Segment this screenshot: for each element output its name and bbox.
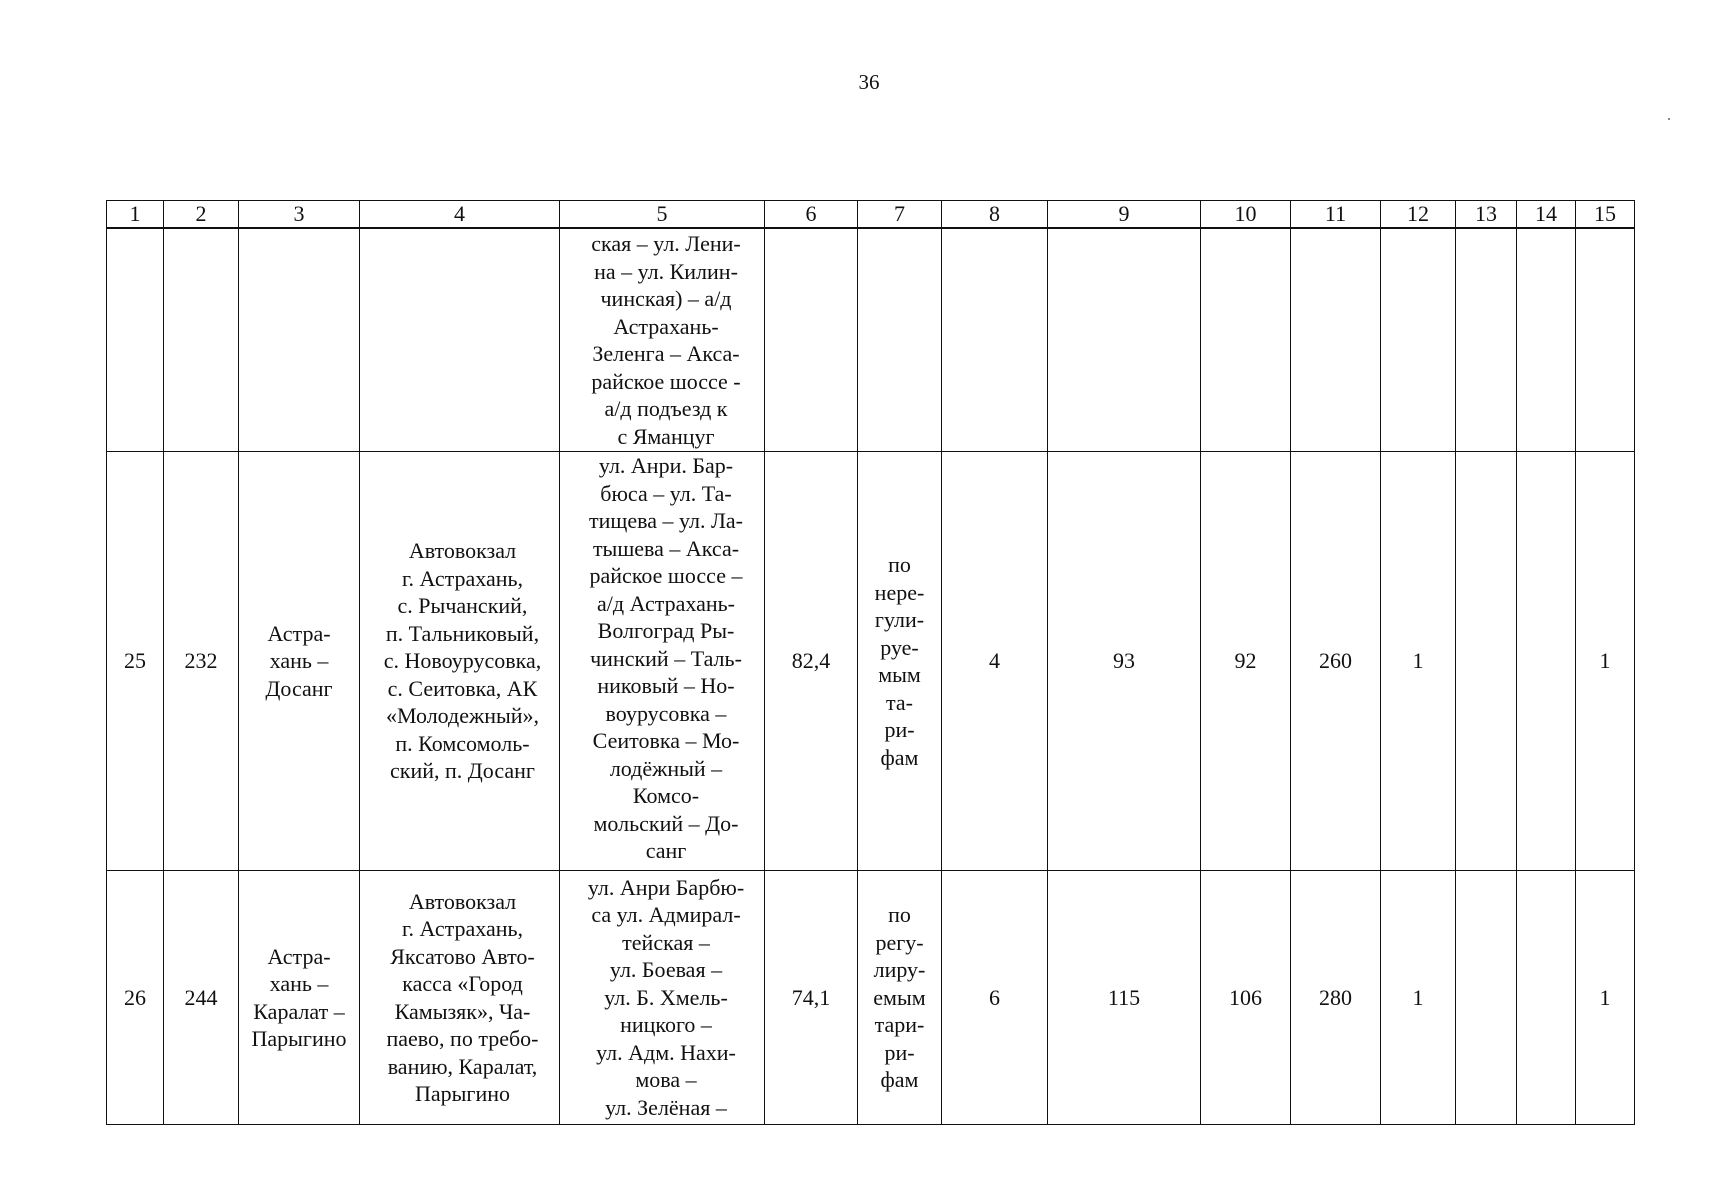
tariff-line: гули- xyxy=(874,607,925,632)
stops-line: Парыгино xyxy=(414,1081,510,1106)
table-cell xyxy=(765,228,858,452)
route-line: ул. Б. Хмель- xyxy=(604,984,728,1010)
route-line: райское шоссе - xyxy=(591,368,741,394)
table-cell xyxy=(1456,452,1517,871)
column-header: 3 xyxy=(239,201,360,229)
route-line: лодёжный – xyxy=(609,755,723,781)
table-cell xyxy=(1291,228,1381,452)
stops-line: Яксатово Авто- xyxy=(390,943,535,969)
route-line: воурусовка – xyxy=(605,700,727,726)
stops-line: с. Новоурусовка, xyxy=(383,648,542,674)
table-cell: 92 xyxy=(1201,452,1291,871)
tariff-line: емым xyxy=(873,984,926,1010)
table-cell xyxy=(107,228,164,452)
column-header: 1 xyxy=(107,201,164,229)
route-line: а/д Астрахань- xyxy=(597,590,735,616)
route-line: Зеленга – Акса- xyxy=(592,341,740,366)
tariff-type-cell xyxy=(858,452,942,871)
table-row xyxy=(107,452,1635,871)
route-name-line: Парыгино xyxy=(251,1026,347,1051)
route-line: тищева – ул. Ла- xyxy=(589,508,743,533)
route-streets-cell xyxy=(560,228,765,452)
table-cell xyxy=(1517,452,1576,871)
table-cell: 1 xyxy=(1576,452,1635,871)
stops-line: с. Сеитовка, АК xyxy=(387,675,538,701)
table-cell: 6 xyxy=(942,871,1048,1125)
table-cell: 1 xyxy=(1576,871,1635,1125)
route-name-line: Астра- xyxy=(267,943,331,969)
route-line: Астрахань- xyxy=(613,313,719,339)
table-cell xyxy=(1576,228,1635,452)
route-name-line: Астра- xyxy=(267,620,331,646)
column-header: 4 xyxy=(360,201,560,229)
column-header: 8 xyxy=(942,201,1048,229)
column-header: 11 xyxy=(1291,201,1381,229)
route-streets-cell xyxy=(560,871,765,1125)
table-cell: 93 xyxy=(1048,452,1201,871)
table-cell xyxy=(1381,228,1456,452)
stops-line: Автовокзал xyxy=(408,888,517,914)
stops-cell xyxy=(360,871,560,1125)
stops-line: Автовокзал xyxy=(408,538,517,564)
route-index-cell: 26 xyxy=(107,871,164,1125)
route-name-line: Каралат – xyxy=(253,998,345,1024)
table-cell xyxy=(1517,228,1576,452)
tariff-line: мым xyxy=(878,662,921,687)
route-line: мольский – До- xyxy=(593,810,739,836)
route-line: ул. Анри. Бар- xyxy=(598,453,734,478)
route-line: мова – xyxy=(635,1067,697,1093)
column-header: 10 xyxy=(1201,201,1291,229)
table-cell xyxy=(1048,228,1201,452)
scan-speck xyxy=(1668,118,1670,120)
table-cell xyxy=(1456,871,1517,1125)
tariff-line: по xyxy=(888,552,911,577)
table-cell: 115 xyxy=(1048,871,1201,1125)
tariff-line: фам xyxy=(880,744,919,770)
tariff-line: нере- xyxy=(874,579,925,605)
route-line: санг xyxy=(645,838,687,863)
tariff-line: фам xyxy=(880,1067,919,1093)
column-header: 6 xyxy=(765,201,858,229)
table-cell xyxy=(360,228,560,452)
header-row xyxy=(107,201,1635,229)
column-header: 14 xyxy=(1517,201,1576,229)
tariff-line: лиру- xyxy=(873,957,926,983)
route-streets-cell xyxy=(560,452,765,871)
table-cell: 260 xyxy=(1291,452,1381,871)
route-name-cell xyxy=(239,452,360,871)
route-line: райское шоссе – xyxy=(589,563,743,588)
route-line: ская – ул. Лени- xyxy=(591,231,741,256)
column-header: 5 xyxy=(560,201,765,229)
route-line: никовый – Но- xyxy=(597,673,735,698)
route-line: ул. Анри Барбю- xyxy=(587,874,745,900)
route-line: с Яманцуг xyxy=(617,423,715,449)
distance-cell: 82,4 xyxy=(765,452,858,871)
route-name-line: хань – xyxy=(269,648,329,674)
route-number-cell: 232 xyxy=(164,452,239,871)
route-line: чинская) – а/д xyxy=(600,286,732,311)
stops-line: с. Рычанский, xyxy=(397,593,528,619)
route-index-cell: 25 xyxy=(107,452,164,871)
route-number-cell: 244 xyxy=(164,871,239,1125)
column-header: 12 xyxy=(1381,201,1456,229)
tariff-line: та- xyxy=(886,689,913,715)
table-cell xyxy=(239,228,360,452)
route-line: бюса – ул. Та- xyxy=(600,480,732,506)
table-cell: 1 xyxy=(1381,871,1456,1125)
distance-cell: 74,1 xyxy=(765,871,858,1125)
column-header: 7 xyxy=(858,201,942,229)
table-row xyxy=(107,871,1635,1125)
route-line: чинский – Таль- xyxy=(590,645,742,671)
route-name-line: Досанг xyxy=(265,675,333,701)
column-header: 15 xyxy=(1576,201,1635,229)
stops-line: ский, п. Досанг xyxy=(390,758,535,784)
route-line: тейская – xyxy=(622,929,710,955)
table-cell xyxy=(1456,228,1517,452)
table-cell: 4 xyxy=(942,452,1048,871)
routes-table xyxy=(106,200,1635,1125)
page-number: 36 xyxy=(858,70,880,94)
tariff-line: руе- xyxy=(880,634,919,660)
table-cell: 106 xyxy=(1201,871,1291,1125)
route-line: са ул. Адмирал- xyxy=(591,902,741,928)
table-cell xyxy=(942,228,1048,452)
tariff-line: тари- xyxy=(874,1012,925,1038)
tariff-line: ри- xyxy=(884,717,915,742)
stops-line: г. Астрахань, xyxy=(401,565,524,591)
column-header: 9 xyxy=(1048,201,1201,229)
route-line: Волгоград Ры- xyxy=(597,618,735,643)
stops-cell xyxy=(360,452,560,871)
route-streets xyxy=(570,230,762,450)
route-line: тышева – Акса- xyxy=(592,535,740,561)
tariff-type-cell xyxy=(858,871,942,1125)
table-cell xyxy=(164,228,239,452)
table-cell xyxy=(1201,228,1291,452)
table-row-continuation xyxy=(107,228,1635,452)
table-cell: 280 xyxy=(1291,871,1381,1125)
route-line: Комсо- xyxy=(632,783,700,808)
stops-line: г. Астрахань, xyxy=(401,916,524,941)
tariff-line: регу- xyxy=(875,929,924,955)
stops-line: Камызяк», Ча- xyxy=(394,998,531,1024)
route-line: ул. Адм. Нахи- xyxy=(596,1039,736,1065)
stops-line: «Молодежный», xyxy=(385,703,540,729)
column-header: 2 xyxy=(164,201,239,229)
tariff-line: по xyxy=(888,902,911,928)
route-line: ницкого – xyxy=(620,1012,712,1038)
table-cell xyxy=(858,228,942,452)
stops-line: паево, по требо- xyxy=(386,1026,539,1051)
route-line: Сеитовка – Мо- xyxy=(592,728,740,753)
stops-line: п. Комсомоль- xyxy=(395,730,530,756)
table-cell: 1 xyxy=(1381,452,1456,871)
route-line: ул. Зелёная – xyxy=(605,1094,727,1120)
route-name-cell xyxy=(239,871,360,1125)
stops-line: касса «Город xyxy=(402,971,523,996)
stops-line: п. Тальниковый, xyxy=(385,620,540,646)
route-line: а/д подъезд к xyxy=(604,396,728,421)
route-name-line: хань – xyxy=(269,971,329,996)
table-cell xyxy=(1517,871,1576,1125)
column-header: 13 xyxy=(1456,201,1517,229)
stops-line: ванию, Каралат, xyxy=(387,1053,538,1079)
route-line: ул. Боевая – xyxy=(609,957,723,983)
tariff-line: ри- xyxy=(884,1039,915,1065)
route-line: на – ул. Килин- xyxy=(594,258,738,284)
